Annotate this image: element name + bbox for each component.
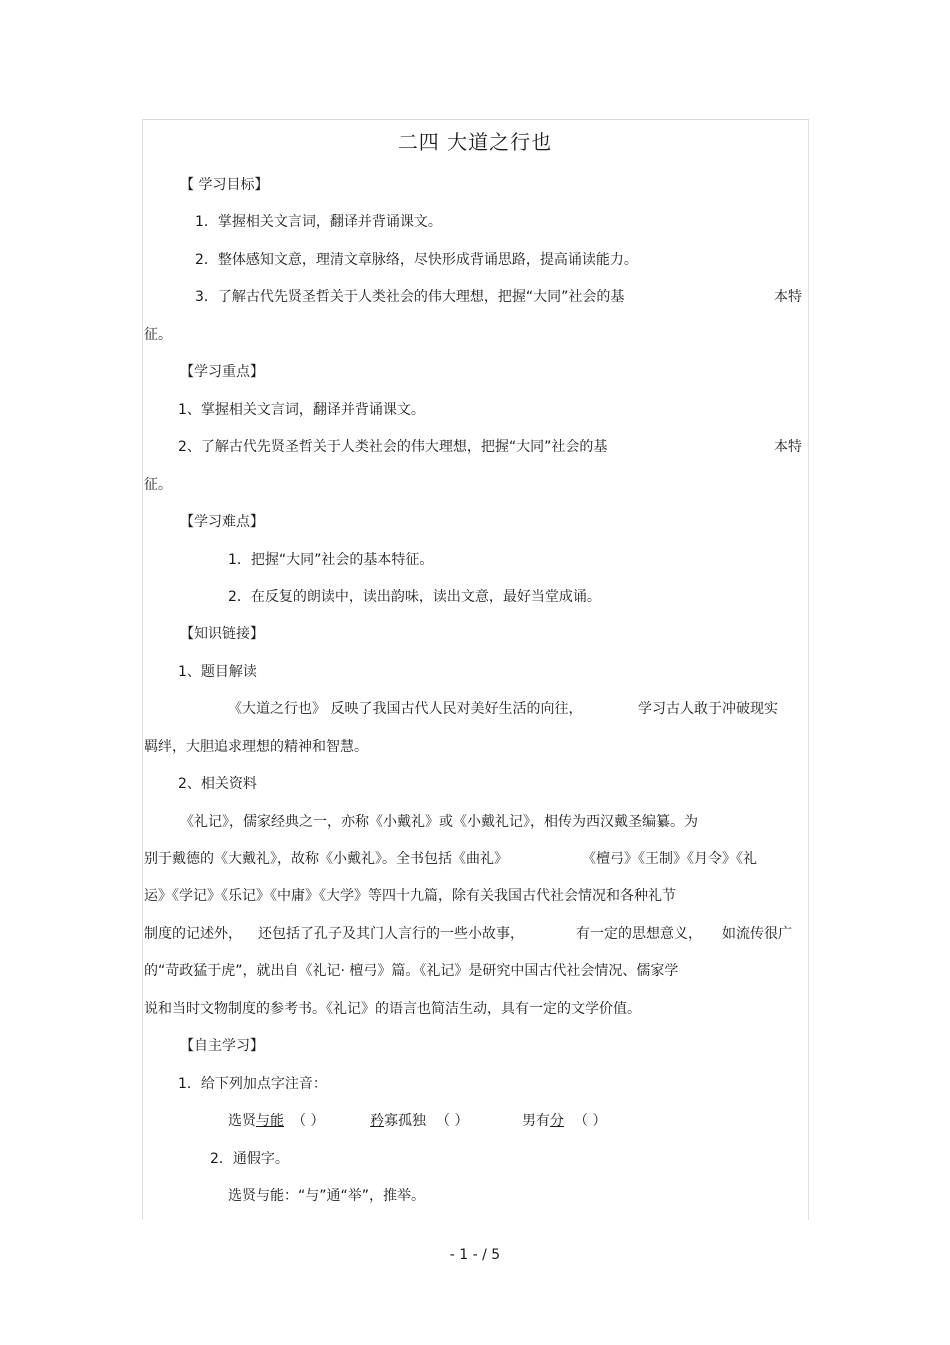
knowledge-para-1-wrap: 羁绊，大胆追求理想的精神和智慧。 (144, 739, 368, 755)
phrase-3-blank: （ ） (574, 1113, 607, 1129)
page-number: - 1 - / 5 (449, 1247, 501, 1263)
liji-line-6: 说和当时文物制度的参考书。《礼记》的语言也简洁生动，具有一定的文学价值。 (144, 1001, 641, 1017)
knowledge-para-1: 《大道之行也》 反映了我国古代人民对美好生活的向往， (228, 701, 583, 717)
liji-line-4c: 有一定的思想意义， (576, 926, 702, 942)
goal-item-3-wrap: 征。 (144, 327, 172, 343)
knowledge-sub-1: 1、题目解读 (178, 664, 257, 680)
liji-line-2: 别于戴德的《大戴礼》，故称《小戴礼》。全书包括《曲礼》 (144, 851, 508, 867)
phrase-2 (370, 1111, 426, 1131)
phrase-1-dotted: 与能 (256, 1113, 284, 1129)
page-title: 二四 大道之行也 (397, 130, 553, 154)
phrase-2-post: 寡孤独 (384, 1113, 426, 1129)
difficulty-item-2: 2．在反复的朗读中，读出韵味，读出文意，最好当堂成诵。 (228, 589, 601, 605)
phrase-3-dotted: 分 (550, 1113, 564, 1129)
self-study-q1: 1．给下列加点字注音： (178, 1076, 327, 1092)
liji-line-5: 的“苛政猛于虎”，就出自《礼记· 檀弓》篇。《礼记》是研究中国古代社会情况、儒家学 (144, 963, 679, 979)
knowledge-para-1-end: 学习古人敢于冲破现实 (638, 701, 778, 717)
liji-line-1: 《礼记》，儒家经典之一，亦称《小戴礼》或《小戴礼记》，相传为西汉戴圣编纂。为 (180, 814, 698, 830)
difficulty-heading: 【学习难点】 (180, 514, 264, 530)
liji-line-2-end: 《檀弓》《王制》《月令》《礼 (582, 851, 757, 867)
self-study-q2: 2．通假字。 (210, 1151, 289, 1167)
liji-line-4b: 还包括了孔子及其门人言行的一些小故事， (258, 926, 524, 942)
goal-item-3-end: 本特 (774, 289, 802, 305)
goal-item-1: 1．掌握相关文言词，翻译并背诵课文。 (195, 214, 442, 230)
goal-item-2: 2．整体感知文意，理清文章脉络，尽快形成背诵思路，提高诵读能力。 (195, 252, 638, 268)
phrase-3-pre: 男有 (522, 1113, 550, 1129)
difficulty-item-1: 1．把握“大同”社会的基本特征。 (228, 552, 434, 568)
phrase-2-dotted: 矜 (370, 1113, 384, 1129)
focus-item-2-end: 本特 (774, 439, 802, 455)
phrase-2-blank: （ ） (436, 1113, 469, 1129)
liji-line-4a: 制度的记述外， (144, 926, 242, 942)
goals-heading: 【 学习目标】 (180, 177, 269, 193)
focus-item-2-wrap: 征。 (144, 477, 172, 493)
liji-line-4d: 如流传很广 (722, 926, 792, 942)
knowledge-sub-2: 2、相关资料 (178, 776, 257, 792)
phrase-1 (228, 1111, 284, 1131)
self-study-q2-line: 选贤与能：“与”通“举”，推举。 (228, 1188, 426, 1204)
knowledge-heading: 【知识链接】 (180, 626, 264, 642)
goal-item-3: 3．了解古代先贤圣哲关于人类社会的伟大理想，把握“大同”社会的基 (195, 289, 625, 305)
focus-item-2: 2、了解古代先贤圣哲关于人类社会的伟大理想，把握“大同”社会的基 (178, 439, 608, 455)
phrase-3 (522, 1111, 564, 1131)
liji-line-3: 运》《学记》《乐记》《中庸》《大学》等四十九篇，除有关我国古代社会情况和各种礼节 (144, 888, 676, 904)
phrase-1-blank: （ ） (292, 1113, 325, 1129)
focus-item-1: 1、掌握相关文言词，翻译并背诵课文。 (178, 402, 425, 418)
phrase-1-pre: 选贤 (228, 1113, 256, 1129)
self-study-heading: 【自主学习】 (180, 1038, 264, 1054)
focus-heading: 【学习重点】 (180, 364, 264, 380)
